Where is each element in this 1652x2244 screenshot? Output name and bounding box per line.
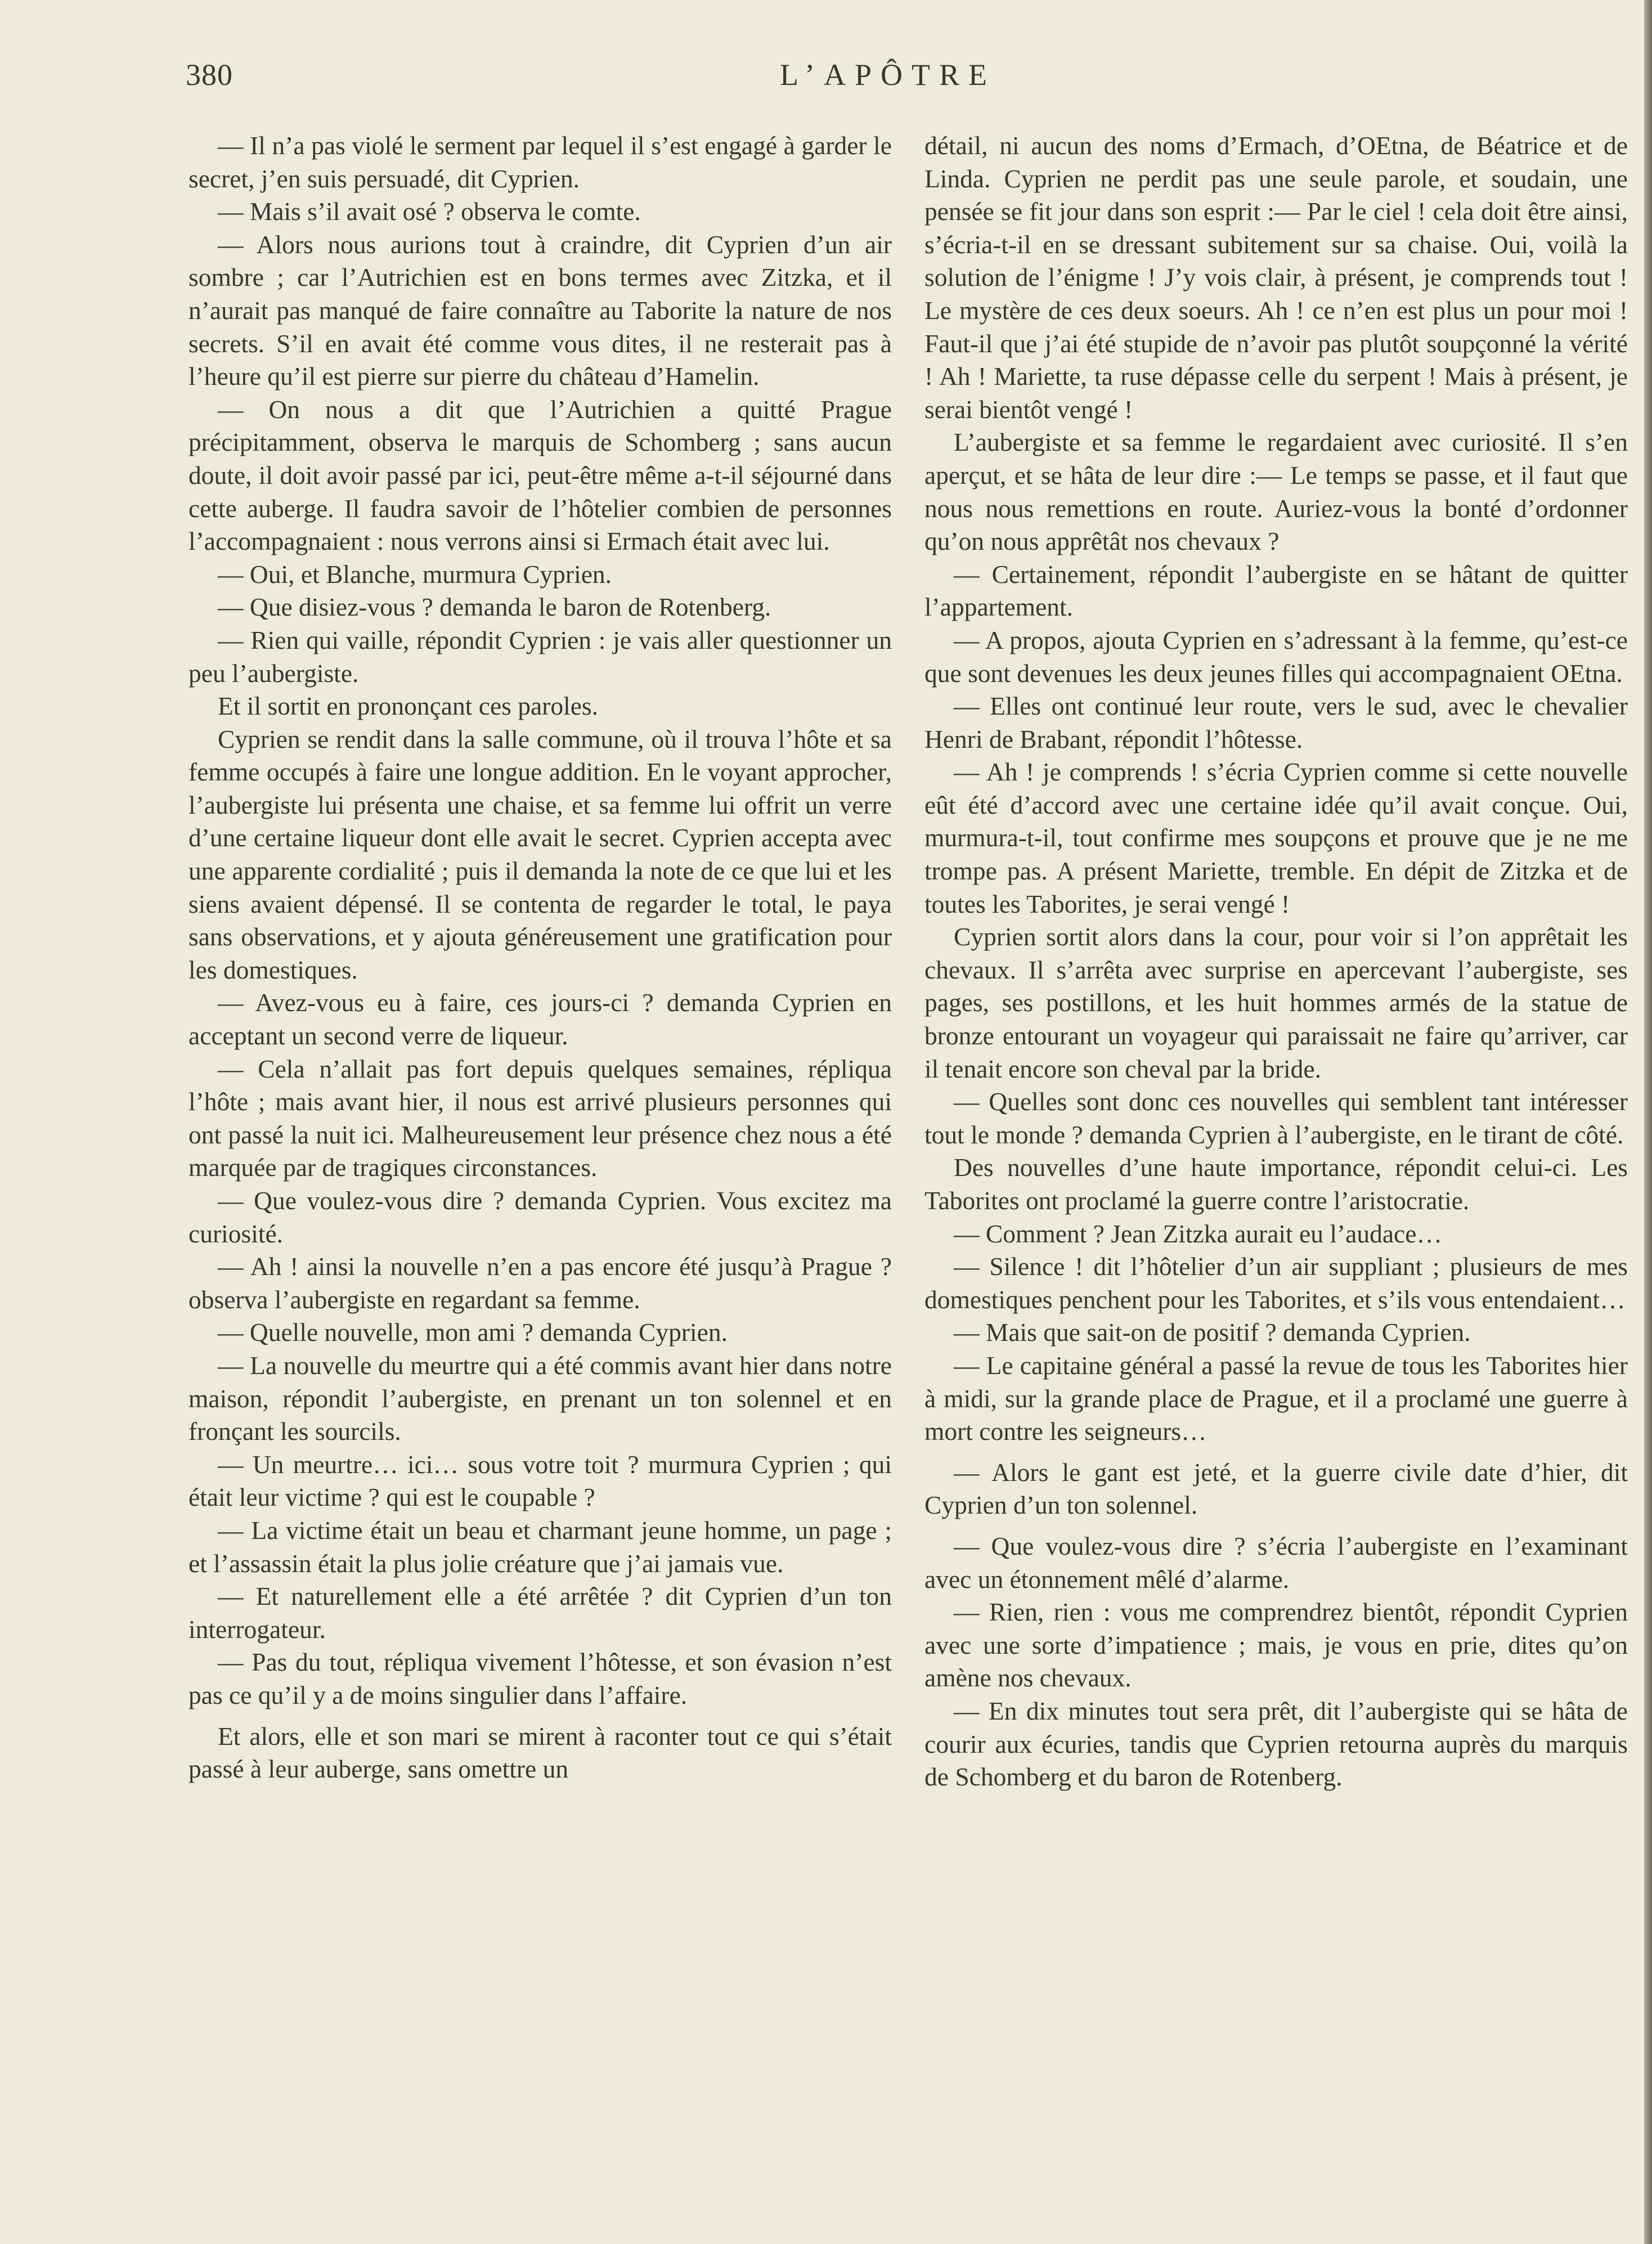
paragraph: — Un meurtre… ici… sous votre toit ? murmura Cyprien ; qui était leur victime ? qui est le coupable ? xyxy=(188,1449,892,1512)
paragraph: — Mais s’il avait osé ? observa le comte. xyxy=(218,197,641,226)
paragraph: détail, ni aucun des noms d’Ermach, d’OEtna, de Béatrice et de Linda. Cyprien ne perdit pas une seule parole, et soudain, une pensée se fit jour dans son esprit :— Par le ciel ! cela doit être ainsi, s’écria-t-il en se dressant subitement sur sa chaise. Oui, voilà la solution de l’énigme ! J’y vois clair, à présent, je comprends tout ! Le mystère de ces deux soeurs. Ah ! ce n’en est plus un pour moi ! Faut-il que j’ai été stupide de n’avoir pas plutôt soupçonné la vérité ! Ah ! Mariette, ta ruse dépasse celle du serpent ! Mais à présent, je serai bientôt vengé ! xyxy=(924,131,1628,424)
paragraph: — Alors nous aurions tout à craindre, dit Cyprien d’un air sombre ; car l’Autrichien est en bons termes avec Zitzka, et il n’aurait pas manqué de faire connaître au Taborite la nature de nos secrets. S’il en avait été comme vous dites, il ne resterait pas à l’heure qu’il est pierre sur pierre du château d’Hamelin. xyxy=(188,230,892,391)
page-header xyxy=(186,57,1581,102)
paragraph: — Rien qui vaille, répondit Cyprien : je vais aller questionner un peu l’aubergiste. xyxy=(188,625,892,688)
paragraph: — Que voulez-vous dire ? demanda Cyprien. Vous excitez ma curiosité. xyxy=(188,1186,892,1248)
paragraph: — Silence ! dit l’hôtelier d’un air suppliant ; plusieurs de mes domestiques penchent pour les Taborites, et s’ils vous entendaient… xyxy=(924,1252,1628,1314)
paragraph: — Ah ! ainsi la nouvelle n’en a pas encore été jusqu’à Prague ? observa l’aubergiste en regardant sa femme. xyxy=(188,1252,892,1314)
paragraph: — Quelles sont donc ces nouvelles qui semblent tant intéresser tout le monde ? demanda Cyprien à l’aubergiste, en le tirant de côté. xyxy=(924,1087,1628,1149)
paragraph: — En dix minutes tout sera prêt, dit l’aubergiste qui se hâta de courir aux écuries, tandis que Cyprien retourna auprès du marquis de Schomberg et du baron de Rotenberg. xyxy=(924,1696,1628,1792)
paragraph: L’aubergiste et sa femme le regardaient avec curiosité. Il s’en aperçut, et se hâta de leur dire :— Le temps se passe, et il faut que nous nous remettions en route. Auriez-vous la bonté d’ordonner qu’on nous apprêtât nos chevaux ? xyxy=(924,428,1628,556)
paragraph: — Comment ? Jean Zitzka aurait eu l’audace… xyxy=(954,1219,1442,1248)
paragraph: — Elles ont continué leur route, vers le sud, avec le chevalier Henri de Brabant, répondit l’hôtesse. xyxy=(924,692,1628,753)
page-number: 380 xyxy=(186,58,233,92)
paragraph: — Cela n’allait pas fort depuis quelques semaines, répliqua l’hôte ; mais avant hier, il nous est arrivé plusieurs personnes qui ont passé la nuit ici. Malheureusement leur présence chez nous a été marquée par de tragiques circonstances. xyxy=(188,1054,892,1182)
paragraph: — Ah ! je comprends ! s’écria Cyprien comme si cette nouvelle eût été d’accord avec une certaine idée qu’il avait conçue. Oui, murmura-t-il, tout confirme mes soupçons et prouve que je ne me trompe pas. A présent Mariette, tremble. En dépit de Zitzka et de toutes les Taborites, je serai vengé ! xyxy=(924,757,1628,918)
paragraph: — Oui, et Blanche, murmura Cyprien. xyxy=(218,559,612,589)
paragraph: — Le capitaine général a passé la revue de tous les Taborites hier à midi, sur la grande place de Prague, et il a proclamé une guerre à mort contre les seigneurs… xyxy=(924,1350,1628,1446)
paragraph: Et alors, elle et son mari se mirent à raconter tout ce qui s’était passé à leur auberge, sans omettre un xyxy=(188,1721,892,1784)
paragraph: Cyprien sortit alors dans la cour, pour voir si l’on apprêtait les chevaux. Il s’arrêta avec surprise en apercevant l’aubergiste, ses pages, ses postillons, et les huit hommes armés de la statue de bronze entourant un voyageur qui paraissait ne faire qu’arriver, car il tenait encore son cheval par la bride. xyxy=(924,922,1628,1083)
paragraph: — A propos, ajouta Cyprien en s’adressant à la femme, qu’est-ce que sont devenues les deux jeunes filles qui accompagnaient OEtna. xyxy=(924,625,1628,688)
paragraph: Des nouvelles d’une haute importance, répondit celui-ci. Les Taborites ont proclamé la guerre contre l’aristocratie. xyxy=(924,1153,1628,1215)
paragraph: — Mais que sait-on de positif ? demanda Cyprien. xyxy=(954,1318,1471,1347)
paragraph: — Alors le gant est jeté, et la guerre civile date d’hier, dit Cyprien d’un ton solennel. xyxy=(924,1457,1628,1520)
paragraph: Cyprien se rendit dans la salle commune, où il trouva l’hôte et sa femme occupés à faire une longue addition. En le voyant approcher, l’aubergiste lui présenta une chaise, et sa femme lui offrit un verre d’une certaine liqueur dont elle avait le secret. Cyprien accepta avec une apparente cordialité ; puis il demanda la note de ce que lui et les siens avaient dépensé. Il se contenta de regarder le total, le paya sans observations, et y ajouta généreusement une gratification pour les domestiques. xyxy=(188,724,892,984)
paragraph: — Il n’a pas violé le serment par lequel il s’est engagé à garder le secret, j’en suis persuadé, dit Cyprien. xyxy=(188,131,892,193)
right-column xyxy=(924,129,1628,1794)
paragraph: — Et naturellement elle a été arrêtée ? dit Cyprien d’un ton interrogateur. xyxy=(188,1582,892,1644)
paragraph: — La victime était un beau et charmant jeune homme, un page ; et l’assassin était la plus jolie créature que j’ai jamais vue. xyxy=(188,1515,892,1578)
paragraph: — Que disiez-vous ? demanda le baron de Rotenberg. xyxy=(218,593,771,622)
paragraph: — Quelle nouvelle, mon ami ? demanda Cyprien. xyxy=(218,1318,728,1347)
paragraph: — Que voulez-vous dire ? s’écria l’aubergiste en l’examinant avec un étonnement mêlé d’alarme. xyxy=(924,1531,1628,1594)
paragraph: — La nouvelle du meurtre qui a été commis avant hier dans notre maison, répondit l’aubergiste, en prenant un ton solennel et en fronçant les sourcils. xyxy=(188,1350,892,1446)
page-edge-shadow xyxy=(1644,0,1652,2244)
paragraph: — Rien, rien : vous me comprendrez bientôt, répondit Cyprien avec une sorte d’impatience ; mais, je vous en prie, dites qu’on amène nos chevaux. xyxy=(924,1597,1628,1693)
running-title: L’APÔTRE xyxy=(779,58,996,92)
paragraph: — Pas du tout, répliqua vivement l’hôtesse, et son évasion n’est pas ce qu’il y a de moins singulier dans l’affaire. xyxy=(188,1648,892,1709)
left-column xyxy=(188,129,892,1786)
paragraph: Et il sortit en prononçant ces paroles. xyxy=(218,692,598,721)
paragraph: — Certainement, répondit l’aubergiste en se hâtant de quitter l’appartement. xyxy=(924,559,1628,622)
paragraph: — Avez-vous eu à faire, ces jours-ci ? demanda Cyprien en acceptant un second verre de liqueur. xyxy=(188,988,892,1051)
paragraph: — On nous a dit que l’Autrichien a quitté Prague précipitamment, observa le marquis de Schomberg ; sans aucun doute, il doit avoir passé par ici, peut-être même a-t-il séjourné dans cette auberge. Il faudra savoir de l’hôtelier combien de personnes l’accompagnaient : nous verrons ainsi si Ermach était avec lui. xyxy=(188,394,892,556)
